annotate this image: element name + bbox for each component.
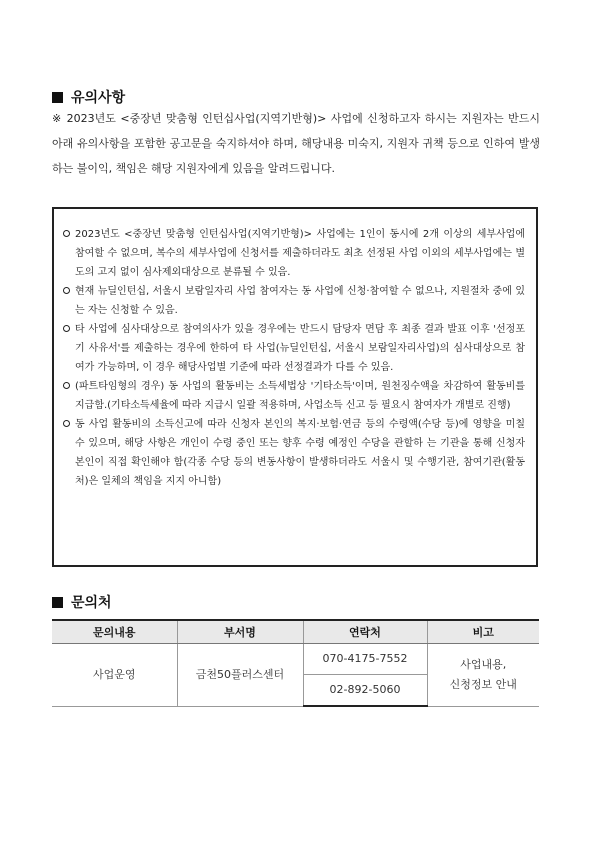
note-cell (427, 644, 539, 707)
circle-bullet-icon (63, 420, 70, 427)
circle-bullet-icon (63, 325, 70, 332)
table-row (52, 644, 539, 675)
phone-cell: 02-892-5060 (303, 675, 427, 707)
circle-bullet-icon (63, 382, 70, 389)
notice-item-text: 타 사업에 심사대상으로 참여의사가 있을 경우에는 반드시 담당자 면담 후 최종 결과 발표 이후 '선정포기 사유서'를 제출하는 경우에 한하여 타 사업(뉴딜인턴십, 서울시 보람일자리사업)의 심사대상으로 참여가 가능하며, 이 경우 해당사업별 기준에 따라 선정결과가 다를 수 있음. (75, 324, 525, 373)
notice-item-text: 현재 뉴딜인턴십, 서울시 보람일자리 사업 참여자는 동 사업에 신청·참여할 수 없으나, 지원절차 중에 있는 자는 신청할 수 있음. (75, 286, 525, 316)
notice-item-text: 동 사업 활동비의 소득신고에 따라 신청자 본인의 복지·보험·연금 등의 수령액(수당 등)에 영향을 미칠 수 있으며, 해당 사항은 개인이 수령 중인 또는 향후 수령 예정인 수당을 관할하 는 기관을 통해 신청자 본인이 직접 확인해야 함(각종 수당 등의 변동사항이 발생하더라도 서울시 및 수행기관, 참여기관(활동처)은 일체의 책임을 지지 아니함) (75, 419, 525, 487)
section-heading-notice (52, 87, 125, 107)
phone-cell: 070-4175-7552 (303, 644, 427, 675)
header-cell: 비고 (427, 620, 539, 644)
header-cell: 문의내용 (52, 620, 177, 644)
notice-item (63, 225, 525, 282)
note-line: 신청정보 안내 (449, 677, 517, 691)
notice-item (63, 320, 525, 377)
table-header-row (52, 620, 539, 644)
notice-item (63, 377, 525, 415)
notice-item-text: 2023년도 <중장년 맞춤형 인턴십사업(지역기반형)> 사업에는 1인이 동시에 2개 이상의 세부사업에 참여할 수 없으며, 복수의 세부사업에 신청서를 제출하더라도 최초 선정된 사업 이외의 세부사업에는 별도의 고지 없이 심사제외대상으로 분류될 수 있음. (75, 229, 525, 278)
section-title: 문의처 (71, 595, 112, 611)
header-cell: 부서명 (177, 620, 303, 644)
square-bullet-icon (52, 92, 63, 103)
intro-paragraph: ※ 2023년도 <중장년 맞춤형 인턴십사업(지역기반형)> 사업에 신청하고자 하시는 지원자는 반드시 아래 유의사항을 포함한 공고문을 숙지하셔야 하며, 해당내용 미숙지, 지원자 귀책 등으로 인하여 발생하는 불이익, 책임은 해당 지원자에게 있음을 알려드립니다. (52, 112, 540, 175)
circle-bullet-icon (63, 287, 70, 294)
circle-bullet-icon (63, 230, 70, 237)
notice-item (63, 282, 525, 320)
note-line: 사업내용, (460, 657, 507, 671)
department-cell: 금천50플러스센터 (177, 644, 303, 707)
square-bullet-icon (52, 597, 63, 608)
contact-table (52, 619, 539, 707)
notice-item (63, 415, 525, 491)
intro-text (52, 106, 540, 181)
section-title: 유의사항 (71, 90, 126, 106)
notice-item-text: (파트타임형의 경우) 동 사업의 활동비는 소득세법상 '기타소득'이며, 원천징수액을 차감하여 활동비를 지급함.(기타소득세율에 따라 지급시 일괄 적용하며, 사업소득 신고 등 필요시 참여자가 개별로 진행) (75, 381, 525, 411)
notice-box (52, 207, 538, 567)
section-heading-contact (52, 592, 112, 612)
header-cell: 연락처 (303, 620, 427, 644)
content-cell: 사업운영 (52, 644, 177, 707)
